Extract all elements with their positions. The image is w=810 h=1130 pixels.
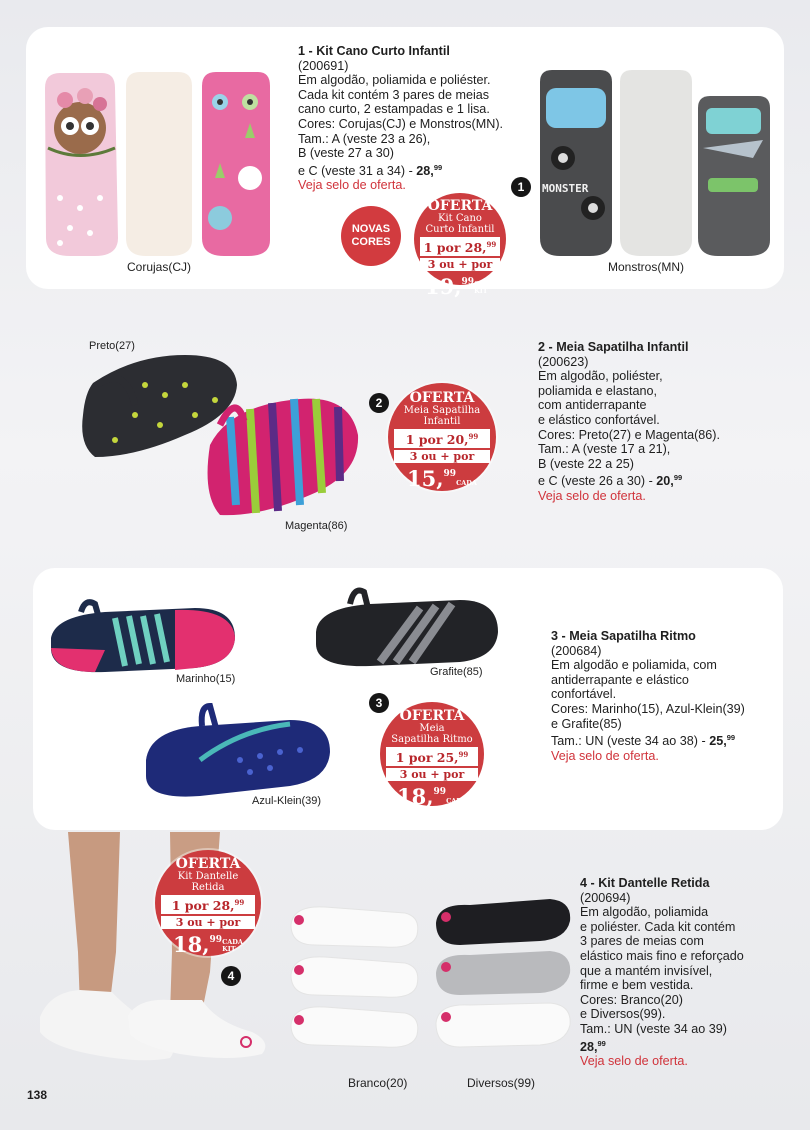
marinho-sock-image [45, 598, 240, 678]
product-4-offer-seal [155, 850, 261, 956]
product-3-title: 3 - Meia Sapatilha Ritmo [551, 629, 696, 643]
product-2-line: e elástico confortável. [538, 412, 660, 427]
offer-three-label: 3 ou + por [420, 258, 500, 271]
badge-text: NOVAS CORES [351, 223, 391, 248]
product-2-line: Cores: Preto(27) e Magenta(86). [538, 427, 720, 442]
svg-text:MONSTER: MONSTER [542, 182, 589, 195]
product-1-price-line [298, 161, 503, 179]
product-1-number-badge: 1 [511, 177, 531, 197]
offer-one-label: 1 por 28, [171, 898, 235, 913]
product-2-description [538, 340, 720, 504]
product-2-number-badge: 2 [369, 393, 389, 413]
product-4-number-badge: 4 [221, 966, 241, 986]
product-4-line: firme e bem vestida. [580, 978, 694, 993]
product-4-promo: Veja selo de oferta. [580, 1054, 688, 1069]
novas-cores-badge [341, 206, 401, 266]
product-4-line: e Diversos(99). [580, 1007, 666, 1022]
product-2-line: poliamida e elastano, [538, 383, 658, 398]
offer-three-label: 3 ou + por [161, 916, 255, 929]
offer-three-label: 3 ou + por [386, 768, 478, 781]
product-1-line: Cada kit contém 3 pares de meias [298, 87, 490, 102]
offer-name: Meia [419, 723, 445, 734]
color-label-grafite: Grafite(85) [430, 666, 483, 678]
white-socks-kit-image [285, 895, 425, 1070]
offer-big-cents: 99 [443, 469, 457, 479]
offer-three-label: 3 ou + por [394, 450, 490, 463]
product-3-promo: Veja selo de oferta. [551, 748, 659, 763]
product-1-line: B (veste 27 a 30) [298, 146, 394, 161]
product-4-line: Cores: Branco(20) [580, 992, 683, 1007]
product-3-code: (200684) [551, 643, 602, 658]
price-cents: 99 [597, 1038, 606, 1048]
product-4-description [580, 876, 744, 1069]
product-3-description [551, 629, 745, 763]
product-4-line: Tam.: UN (veste 34 ao 39) [580, 1021, 727, 1036]
offer-one-cents: 99 [486, 240, 497, 249]
offer-unit: CADA [222, 938, 243, 946]
offer-single-price [386, 747, 478, 766]
product-2-line: com antiderrapante [538, 398, 647, 413]
product-2-line: B (veste 22 a 25) [538, 456, 634, 471]
price-prefix: e C (veste 26 a 30) - [538, 474, 657, 489]
price-prefix: e C (veste 31 a 34) - [298, 163, 417, 178]
offer-one-label: 1 por 25, [395, 750, 459, 765]
offer-unit: CADA [474, 280, 495, 288]
product-2-line: Em algodão, poliéster, [538, 369, 663, 384]
product-3-line: Cores: Marinho(15), Azul-Klein(39) [551, 701, 745, 716]
product-4-line: 3 pares de meias com [580, 934, 704, 949]
product-1-offer-seal [414, 193, 506, 299]
price-prefix: Tam.: UN (veste 34 ao 38) - [551, 734, 710, 749]
color-label-branco: Branco(20) [348, 1076, 408, 1090]
product-1-price [416, 164, 442, 178]
color-label-marinho: Marinho(15) [176, 673, 236, 685]
offer-big-price [388, 463, 496, 490]
price-cents: 99 [673, 473, 683, 483]
product-3-line: e Grafite(85) [551, 716, 622, 731]
offer-name: Kit Dantelle [177, 871, 239, 882]
product-1-title: 1 - Kit Cano Curto Infantil [298, 44, 450, 58]
offer-unit: CADA [456, 479, 477, 487]
offer-one-cents: 99 [458, 750, 469, 759]
offer-big-int: 15, [407, 466, 444, 491]
product-4-code: (200694) [580, 890, 631, 905]
assorted-socks-kit-image [430, 885, 580, 1060]
product-2-price-line [538, 471, 720, 489]
offer-big-price [380, 781, 484, 808]
product-4-price-line [580, 1037, 744, 1055]
grafite-sock-image [310, 582, 500, 672]
monster-socks-image [538, 68, 778, 258]
product-4-line: Em algodão, poliamida [580, 905, 709, 920]
offer-unit: KIT [222, 945, 236, 953]
offer-big-int: 18, [173, 932, 210, 957]
offer-single-price [394, 429, 490, 448]
pink-owl-sock-image [200, 68, 280, 258]
offer-big-cents: 99 [209, 935, 223, 945]
offer-unit: KIT [474, 287, 488, 295]
product-4-title: 4 - Kit Dantelle Retida [580, 876, 710, 890]
offer-big-int: 18, [397, 784, 434, 809]
product-2-promo: Veja selo de oferta. [538, 488, 646, 503]
product-3-price [709, 734, 735, 748]
offer-title: OFERTA [409, 390, 475, 406]
product-1-line: Tam.: A (veste 23 a 26), [298, 131, 431, 146]
offer-name: Curto Infantil [425, 224, 495, 235]
offer-single-price [420, 237, 500, 256]
price-cents: 99 [726, 733, 736, 743]
price-int: 25, [709, 734, 727, 749]
product-2-line: Tam.: A (veste 17 a 21), [538, 442, 671, 457]
offer-name: Infantil [423, 416, 461, 427]
offer-unit: CADA [446, 797, 467, 805]
offer-big-cents: 99 [433, 787, 447, 797]
price-int: 28, [580, 1039, 598, 1054]
product-3-line: antiderrapante e elástico [551, 672, 689, 687]
product-3-price-line [551, 731, 745, 749]
offer-name: Sapatilha Ritmo [391, 734, 473, 745]
product-3-offer-seal [380, 702, 484, 809]
price-cents: 99 [433, 162, 443, 172]
color-label-preto: Preto(27) [89, 340, 135, 352]
price-int: 20, [656, 474, 674, 489]
offer-one-label: 1 por 20, [405, 432, 469, 447]
product-1-code: (200691) [298, 58, 349, 73]
product-3-line: confortável. [551, 687, 617, 702]
offer-big-cents: 99 [461, 277, 475, 287]
product-1-line: Em algodão, poliamida e poliéster. [298, 73, 491, 88]
product-1-line: Cores: Corujas(CJ) e Monstros(MN). [298, 116, 504, 131]
offer-title: OFERTA [399, 708, 465, 724]
product-2-price [656, 474, 682, 488]
color-label-azul-klein: Azul-Klein(39) [252, 795, 322, 807]
magenta-ballet-sock-image [200, 385, 365, 525]
offer-title: OFERTA [427, 198, 493, 214]
product-2-offer-seal [388, 383, 496, 491]
offer-one-cents: 99 [468, 432, 479, 441]
cream-sock-image [122, 68, 202, 258]
azul-klein-sock-image [140, 700, 335, 810]
color-label-monstros: Monstros(MN) [608, 260, 685, 274]
product-3-line: Em algodão e poliamida, com [551, 658, 717, 673]
offer-name: Meia Sapatilha [403, 405, 481, 416]
product-4-line: e poliéster. Cada kit contém [580, 919, 736, 934]
product-2-title: 2 - Meia Sapatilha Infantil [538, 340, 689, 354]
offer-name: Retida [191, 882, 225, 893]
product-1-promo: Veja selo de oferta. [298, 178, 406, 193]
offer-big-price [155, 929, 261, 956]
color-label-diversos: Diversos(99) [467, 1076, 536, 1090]
color-label-magenta: Magenta(86) [285, 520, 348, 532]
product-4-line: elástico mais fino e reforçado [580, 948, 744, 963]
color-label-corujas: Corujas(CJ) [127, 260, 192, 274]
page-number: 138 [27, 1088, 48, 1102]
product-4-price [580, 1040, 606, 1054]
offer-big-price [414, 271, 506, 298]
product-4-line: que a mantém invisível, [580, 963, 713, 978]
product-3-number-badge: 3 [369, 693, 389, 713]
product-1-line: cano curto, 2 estampadas e 1 lisa. [298, 102, 490, 117]
price-int: 28, [416, 163, 434, 178]
offer-title: OFERTA [175, 856, 241, 872]
offer-single-price [161, 895, 255, 914]
product-1-description [298, 44, 503, 193]
offer-name: Kit Cano [438, 213, 482, 224]
product-2-code: (200623) [538, 354, 589, 369]
offer-one-cents: 99 [234, 898, 245, 907]
offer-big-int: 19, [425, 274, 462, 299]
offer-one-label: 1 por 28, [423, 240, 487, 255]
